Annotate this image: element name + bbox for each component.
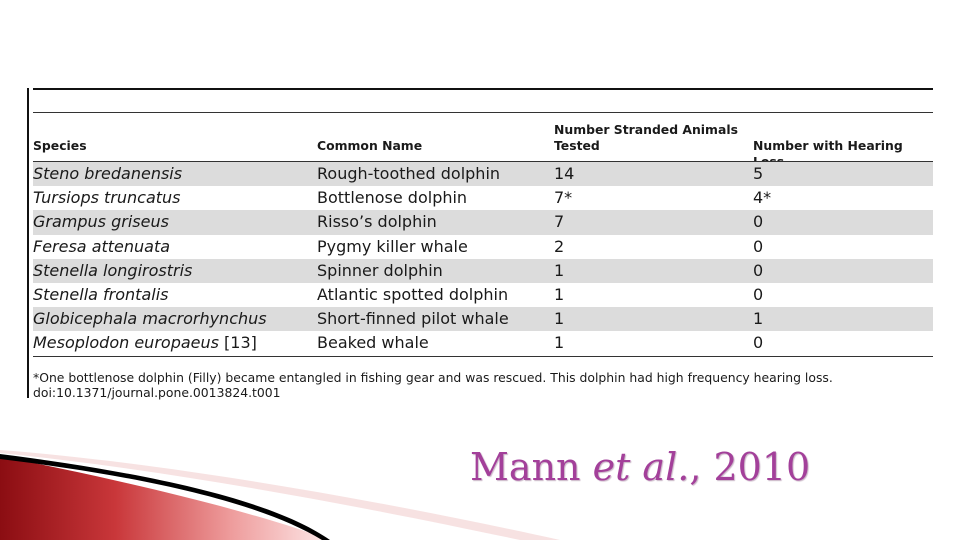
table-row	[33, 162, 933, 186]
footnote-text: *One bottlenose dolphin (Filly) became entangled in fishing gear and was rescued. This dolphin had high frequency hearing loss.	[33, 370, 833, 385]
species-cell: Feresa attenuata	[33, 236, 171, 256]
species-cell: Grampus griseus	[33, 212, 169, 232]
header-hearing-loss: Number with Hearing	[753, 138, 903, 153]
hearing-loss-cell: 0	[753, 333, 764, 353]
hearing-loss-cell: 5	[753, 164, 764, 183]
hearing-loss-cell: 0	[753, 284, 764, 304]
tested-cell: 1	[554, 260, 565, 280]
citation-author: Mann	[470, 445, 593, 489]
hearing-loss-cell: 1	[753, 309, 764, 329]
tested-cell: 7*	[554, 188, 573, 208]
species-cell: Stenella longirostris	[33, 260, 193, 280]
common-name-cell: Rough-toothed dolphin	[317, 164, 501, 183]
species-cell: Steno bredanensis	[33, 164, 183, 183]
table-row	[33, 259, 933, 283]
citation-year: , 2010	[689, 445, 811, 489]
table-row	[33, 210, 933, 234]
common-name-cell: Beaked whale	[317, 333, 429, 353]
table-row	[33, 235, 933, 259]
doi-text: doi:10.1371/journal.pone.0013824.t001	[33, 385, 281, 400]
table-top-rule	[33, 88, 933, 90]
table-row	[33, 331, 933, 355]
species-cell: Tursiops truncatus	[33, 188, 181, 208]
header-tested-line1: Number Stranded Animals	[554, 122, 738, 137]
hearing-loss-cell: 0	[753, 236, 764, 256]
table-header-rule-top	[33, 112, 933, 113]
tested-cell: 1	[554, 309, 565, 329]
citation-text	[470, 445, 810, 489]
table-body	[33, 162, 933, 356]
common-name-cell: Risso’s dolphin	[317, 212, 437, 232]
header-tested-line2: Tested	[554, 138, 600, 153]
common-name-cell: Spinner dolphin	[317, 260, 443, 280]
hearing-loss-cell: 0	[753, 260, 764, 280]
header-species: Species	[33, 138, 87, 153]
header-tested	[554, 122, 738, 154]
species-cell: Globicephala macrorhynchus	[33, 309, 267, 329]
common-name-cell: Short-finned pilot whale	[317, 309, 509, 329]
species-cell: Mesoplodon europaeus [13]	[33, 333, 257, 353]
table-footnote	[33, 370, 833, 400]
tested-cell: 7	[554, 212, 565, 232]
hearing-loss-cell: 0	[753, 212, 764, 232]
tested-cell: 2	[554, 236, 565, 256]
reference-link[interactable]: [13]	[218, 333, 257, 353]
table-left-border	[27, 88, 29, 398]
table-row	[33, 283, 933, 307]
table-bottom-rule	[33, 356, 933, 357]
tested-cell: 14	[554, 164, 575, 183]
hearing-loss-cell: 4*	[753, 188, 772, 208]
tested-cell: 1	[554, 333, 565, 353]
common-name-cell: Atlantic spotted dolphin	[317, 284, 509, 304]
common-name-cell: Pygmy killer whale	[317, 236, 468, 256]
common-name-cell: Bottlenose dolphin	[317, 188, 468, 208]
citation-etal: et al.	[592, 445, 690, 489]
species-cell: Stenella frontalis	[33, 284, 169, 304]
header-common-name: Common Name	[317, 138, 423, 153]
tested-cell: 1	[554, 284, 565, 304]
table-row	[33, 186, 933, 210]
table-row	[33, 307, 933, 331]
